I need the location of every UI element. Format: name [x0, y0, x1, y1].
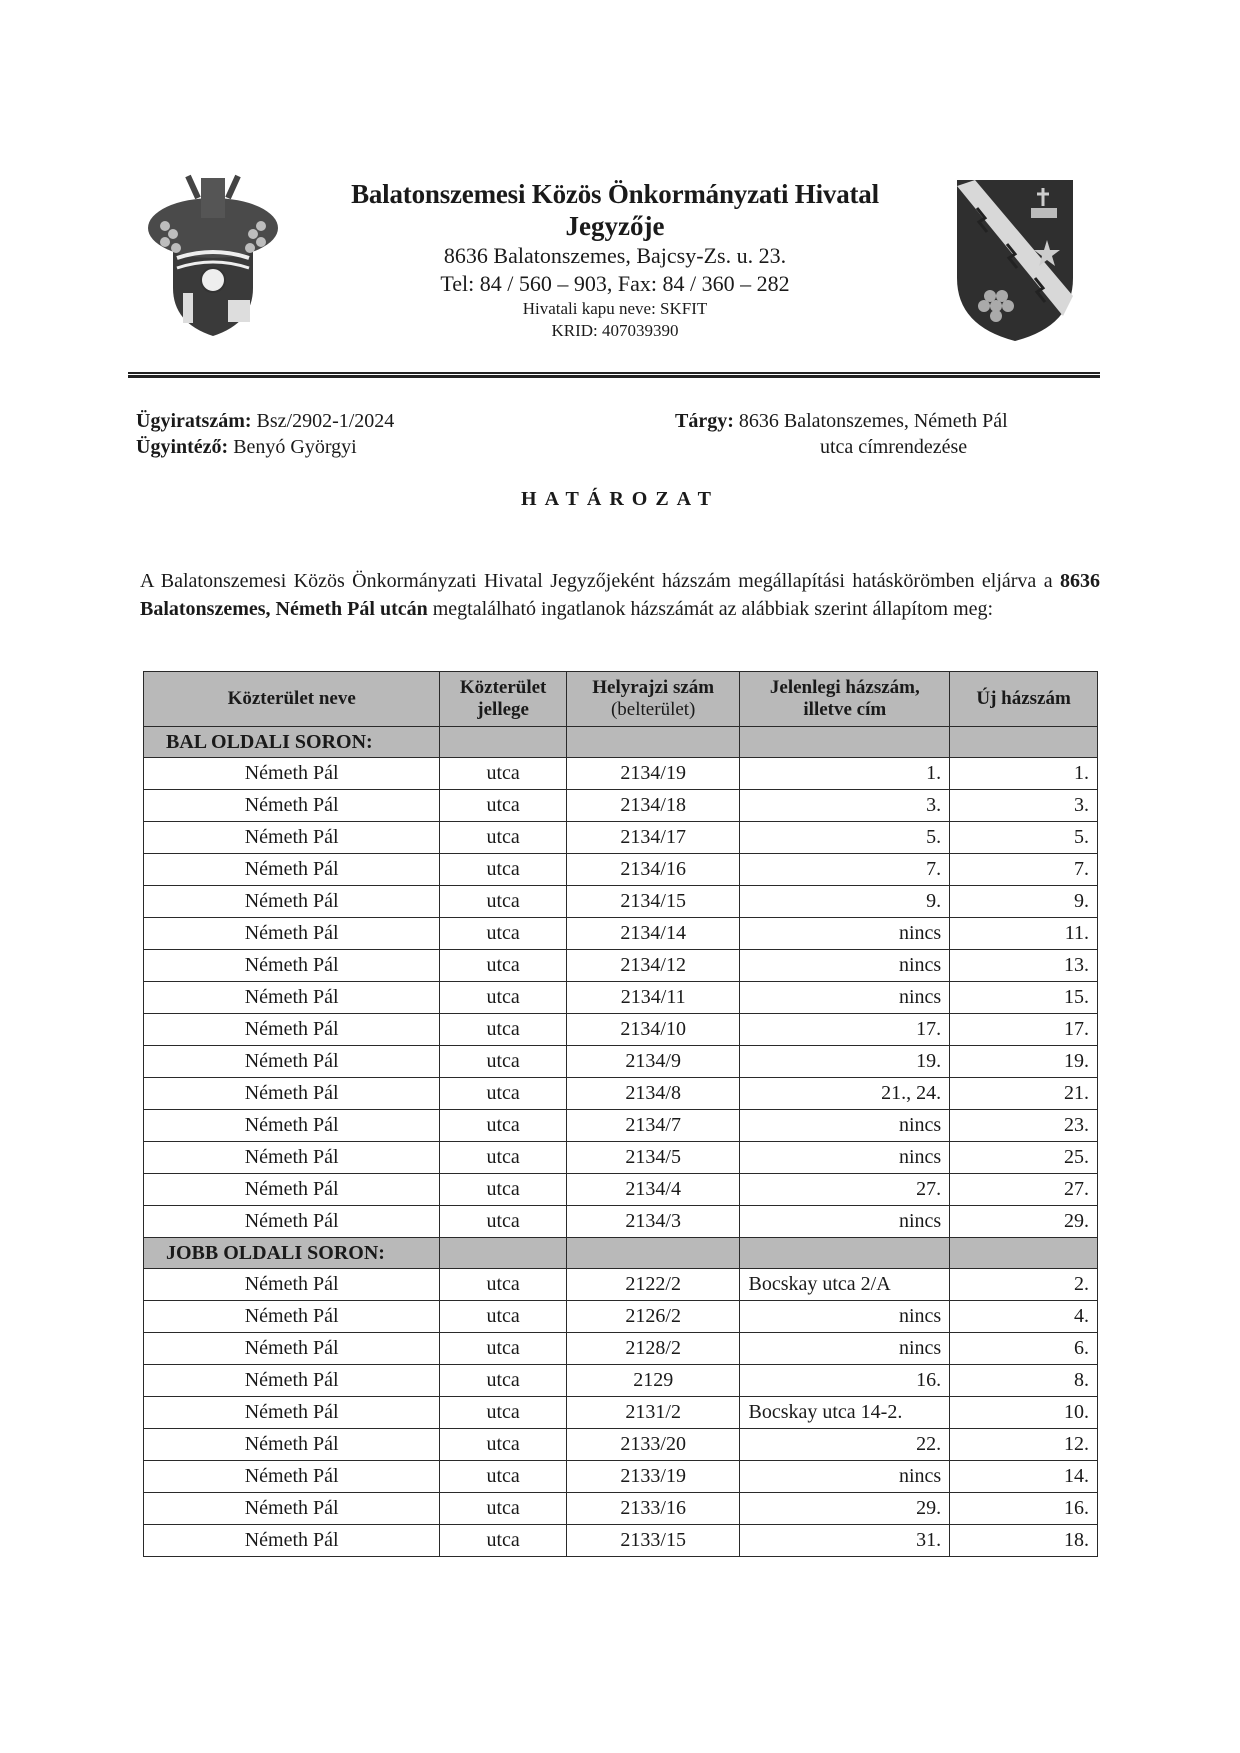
file-number: Bsz/2902-1/2024 [256, 410, 395, 432]
cell-street-type: utca [440, 854, 567, 886]
cell-street-name: Németh Pál [144, 982, 440, 1014]
section-label: BAL OLDALI SORON: [144, 727, 440, 758]
office-gateway: Hivatali kapu neve: SKFIT [522, 299, 708, 318]
coat-of-arms-shield-icon [955, 178, 1075, 343]
cell-new-number: 16. [950, 1493, 1098, 1525]
col-header-new: Új házszám [950, 672, 1098, 727]
cell-parcel-number: 2134/18 [566, 790, 740, 822]
cell-street-type: utca [440, 1110, 567, 1142]
cell-street-name: Németh Pál [144, 854, 440, 886]
col-header-hrsz-main: Helyrajzi szám [592, 677, 715, 698]
cell-street-type: utca [440, 790, 567, 822]
table-row [144, 918, 1098, 950]
office-phone-fax: Tel: 84 / 560 – 903, Fax: 84 / 360 – 282 [440, 271, 790, 296]
table-row [144, 1110, 1098, 1142]
cell-current-number: 16. [740, 1365, 950, 1397]
table-header-row [144, 672, 1098, 727]
cell-street-name: Németh Pál [144, 1174, 440, 1206]
cell-new-number: 11. [950, 918, 1098, 950]
section-empty-cell [440, 1238, 567, 1269]
cell-street-type: utca [440, 1078, 567, 1110]
cell-current-number: nincs [740, 1110, 950, 1142]
municipal-coat-of-arms-icon [143, 168, 283, 338]
cell-parcel-number: 2134/19 [566, 758, 740, 790]
cell-street-type: utca [440, 886, 567, 918]
cell-current-number: Bocskay utca 2/A [740, 1269, 950, 1301]
cell-street-type: utca [440, 822, 567, 854]
cell-street-type: utca [440, 1333, 567, 1365]
cell-current-number: 29. [740, 1493, 950, 1525]
section-empty-cell [740, 1238, 950, 1269]
table-row [144, 886, 1098, 918]
section-empty-cell [566, 727, 740, 758]
cell-new-number: 23. [950, 1110, 1098, 1142]
office-name: Balatonszemesi Közös Önkormányzati Hivatal [351, 179, 879, 209]
clerk-line [136, 434, 394, 460]
table-row [144, 1142, 1098, 1174]
cell-parcel-number: 2133/19 [566, 1461, 740, 1493]
cell-new-number: 12. [950, 1429, 1098, 1461]
cell-parcel-number: 2126/2 [566, 1301, 740, 1333]
header-divider [128, 372, 1100, 378]
cell-new-number: 5. [950, 822, 1098, 854]
section-empty-cell [440, 727, 567, 758]
cell-current-number: 19. [740, 1046, 950, 1078]
cell-current-number: 1. [740, 758, 950, 790]
cell-street-type: utca [440, 950, 567, 982]
section-empty-cell [950, 727, 1098, 758]
table-row [144, 1014, 1098, 1046]
cell-parcel-number: 2131/2 [566, 1397, 740, 1429]
cell-parcel-number: 2134/7 [566, 1110, 740, 1142]
cell-new-number: 10. [950, 1397, 1098, 1429]
section-label: JOBB OLDALI SORON: [144, 1238, 440, 1269]
cell-parcel-number: 2134/16 [566, 854, 740, 886]
cell-parcel-number: 2134/17 [566, 822, 740, 854]
file-number-label: Ügyiratszám: [136, 410, 252, 432]
cell-current-number: 31. [740, 1525, 950, 1557]
cell-new-number: 19. [950, 1046, 1098, 1078]
col-header-hrsz [566, 672, 740, 727]
table-row [144, 1397, 1098, 1429]
cell-parcel-number: 2128/2 [566, 1333, 740, 1365]
clerk-label: Ügyintéző: [136, 436, 229, 458]
cell-street-name: Németh Pál [144, 1461, 440, 1493]
col-header-hrsz-sub: (belterület) [610, 699, 696, 720]
cell-street-name: Németh Pál [144, 1046, 440, 1078]
cell-parcel-number: 2134/8 [566, 1078, 740, 1110]
house-number-table [143, 671, 1098, 1557]
cell-parcel-number: 2134/14 [566, 918, 740, 950]
cell-parcel-number: 2129 [566, 1365, 740, 1397]
cell-street-type: utca [440, 758, 567, 790]
cell-parcel-number: 2134/11 [566, 982, 740, 1014]
section-empty-cell [740, 727, 950, 758]
cell-new-number: 27. [950, 1174, 1098, 1206]
table-row [144, 1078, 1098, 1110]
case-meta-right [675, 408, 1008, 460]
cell-new-number: 25. [950, 1142, 1098, 1174]
cell-street-name: Németh Pál [144, 1333, 440, 1365]
cell-current-number: nincs [740, 1301, 950, 1333]
cell-street-name: Németh Pál [144, 1206, 440, 1238]
cell-new-number: 6. [950, 1333, 1098, 1365]
table-row [144, 1206, 1098, 1238]
cell-street-type: utca [440, 1142, 567, 1174]
cell-street-type: utca [440, 1461, 567, 1493]
section-empty-cell [950, 1238, 1098, 1269]
cell-street-type: utca [440, 982, 567, 1014]
cell-current-number: 3. [740, 790, 950, 822]
table-row [144, 1493, 1098, 1525]
subject-line [675, 408, 1008, 434]
cell-current-number: 21., 24. [740, 1078, 950, 1110]
cell-current-number: nincs [740, 1333, 950, 1365]
cell-street-name: Németh Pál [144, 1269, 440, 1301]
office-krid: KRID: 407039390 [551, 321, 679, 340]
cell-street-name: Németh Pál [144, 1365, 440, 1397]
cell-current-number: 7. [740, 854, 950, 886]
cell-parcel-number: 2133/16 [566, 1493, 740, 1525]
table-row [144, 982, 1098, 1014]
cell-parcel-number: 2134/10 [566, 1014, 740, 1046]
cell-street-type: utca [440, 1365, 567, 1397]
cell-street-name: Németh Pál [144, 1301, 440, 1333]
table-row [144, 1333, 1098, 1365]
cell-new-number: 7. [950, 854, 1098, 886]
cell-new-number: 29. [950, 1206, 1098, 1238]
cell-new-number: 17. [950, 1014, 1098, 1046]
table-row [144, 1174, 1098, 1206]
cell-street-name: Németh Pál [144, 758, 440, 790]
cell-new-number: 9. [950, 886, 1098, 918]
office-address: 8636 Balatonszemes, Bajcsy-Zs. u. 23. [443, 243, 787, 268]
cell-current-number: nincs [740, 1142, 950, 1174]
subject-label: Tárgy: [675, 410, 734, 432]
subject-text-2: utca címrendezése [820, 436, 968, 458]
cell-street-type: utca [440, 1397, 567, 1429]
col-header-name: Közterület neve [144, 672, 440, 727]
cell-new-number: 8. [950, 1365, 1098, 1397]
table-row [144, 1269, 1098, 1301]
intro-text-2: megtalálható ingatlanok házszámát az alábbiak szerint állapítom meg: [427, 598, 994, 620]
document-title: HATÁROZAT [521, 488, 719, 510]
cell-street-name: Németh Pál [144, 790, 440, 822]
cell-street-type: utca [440, 1493, 567, 1525]
cell-current-number: 9. [740, 886, 950, 918]
cell-street-name: Németh Pál [144, 1397, 440, 1429]
cell-parcel-number: 2134/5 [566, 1142, 740, 1174]
cell-new-number: 15. [950, 982, 1098, 1014]
cell-street-type: utca [440, 1269, 567, 1301]
cell-current-number: 5. [740, 822, 950, 854]
cell-street-name: Németh Pál [144, 950, 440, 982]
cell-current-number: Bocskay utca 14-2. [740, 1397, 950, 1429]
cell-new-number: 13. [950, 950, 1098, 982]
cell-parcel-number: 2134/12 [566, 950, 740, 982]
cell-street-type: utca [440, 1174, 567, 1206]
cell-street-type: utca [440, 1014, 567, 1046]
table-row [144, 1429, 1098, 1461]
file-number-line [136, 408, 394, 434]
cell-parcel-number: 2133/15 [566, 1525, 740, 1557]
cell-street-name: Németh Pál [144, 822, 440, 854]
table-row [144, 854, 1098, 886]
cell-new-number: 21. [950, 1078, 1098, 1110]
col-header-type: Közterület jellege [440, 672, 567, 727]
cell-street-name: Németh Pál [144, 1493, 440, 1525]
cell-current-number: nincs [740, 1461, 950, 1493]
cell-street-type: utca [440, 1525, 567, 1557]
table-row [144, 790, 1098, 822]
cell-parcel-number: 2134/9 [566, 1046, 740, 1078]
section-empty-cell [566, 1238, 740, 1269]
cell-street-type: utca [440, 1429, 567, 1461]
case-meta-left [136, 408, 394, 460]
cell-current-number: nincs [740, 1206, 950, 1238]
cell-current-number: nincs [740, 982, 950, 1014]
cell-parcel-number: 2134/3 [566, 1206, 740, 1238]
letterhead [290, 178, 940, 342]
cell-new-number: 4. [950, 1301, 1098, 1333]
cell-new-number: 3. [950, 790, 1098, 822]
cell-street-type: utca [440, 1206, 567, 1238]
table-row [144, 1525, 1098, 1557]
cell-street-name: Németh Pál [144, 1110, 440, 1142]
cell-new-number: 14. [950, 1461, 1098, 1493]
cell-street-type: utca [440, 918, 567, 950]
section-row [144, 1238, 1098, 1269]
subject-text-1: 8636 Balatonszemes, Németh Pál [738, 410, 1008, 432]
cell-new-number: 2. [950, 1269, 1098, 1301]
intro-paragraph [140, 567, 1100, 623]
table-row [144, 1046, 1098, 1078]
cell-current-number: nincs [740, 918, 950, 950]
cell-parcel-number: 2133/20 [566, 1429, 740, 1461]
clerk-name: Benyó Györgyi [233, 436, 357, 458]
table-row [144, 1461, 1098, 1493]
cell-street-name: Németh Pál [144, 1078, 440, 1110]
cell-parcel-number: 2122/2 [566, 1269, 740, 1301]
cell-street-name: Németh Pál [144, 1429, 440, 1461]
table-row [144, 950, 1098, 982]
cell-new-number: 1. [950, 758, 1098, 790]
table-row [144, 822, 1098, 854]
cell-current-number: nincs [740, 950, 950, 982]
cell-street-name: Németh Pál [144, 1525, 440, 1557]
cell-street-name: Németh Pál [144, 918, 440, 950]
cell-street-name: Németh Pál [144, 1142, 440, 1174]
cell-street-type: utca [440, 1301, 567, 1333]
intro-text-1: A Balatonszemesi Közös Önkormányzati Hivatal Jegyzőjeként házszám megállapítási hatáskörömben eljárva a [140, 570, 1060, 592]
table-row [144, 1301, 1098, 1333]
cell-street-type: utca [440, 1046, 567, 1078]
cell-street-name: Németh Pál [144, 1014, 440, 1046]
section-row [144, 727, 1098, 758]
cell-current-number: 22. [740, 1429, 950, 1461]
table-body [144, 727, 1098, 1557]
intro-bold-street: 8636 Balatonszemes, Németh Pál utcán [140, 570, 1100, 620]
office-role: Jegyzője [565, 211, 665, 241]
table-row [144, 758, 1098, 790]
cell-current-number: 17. [740, 1014, 950, 1046]
table-row [144, 1365, 1098, 1397]
cell-new-number: 18. [950, 1525, 1098, 1557]
cell-parcel-number: 2134/15 [566, 886, 740, 918]
cell-street-name: Németh Pál [144, 886, 440, 918]
cell-current-number: 27. [740, 1174, 950, 1206]
cell-parcel-number: 2134/4 [566, 1174, 740, 1206]
col-header-current: Jelenlegi házszám, illetve cím [740, 672, 950, 727]
